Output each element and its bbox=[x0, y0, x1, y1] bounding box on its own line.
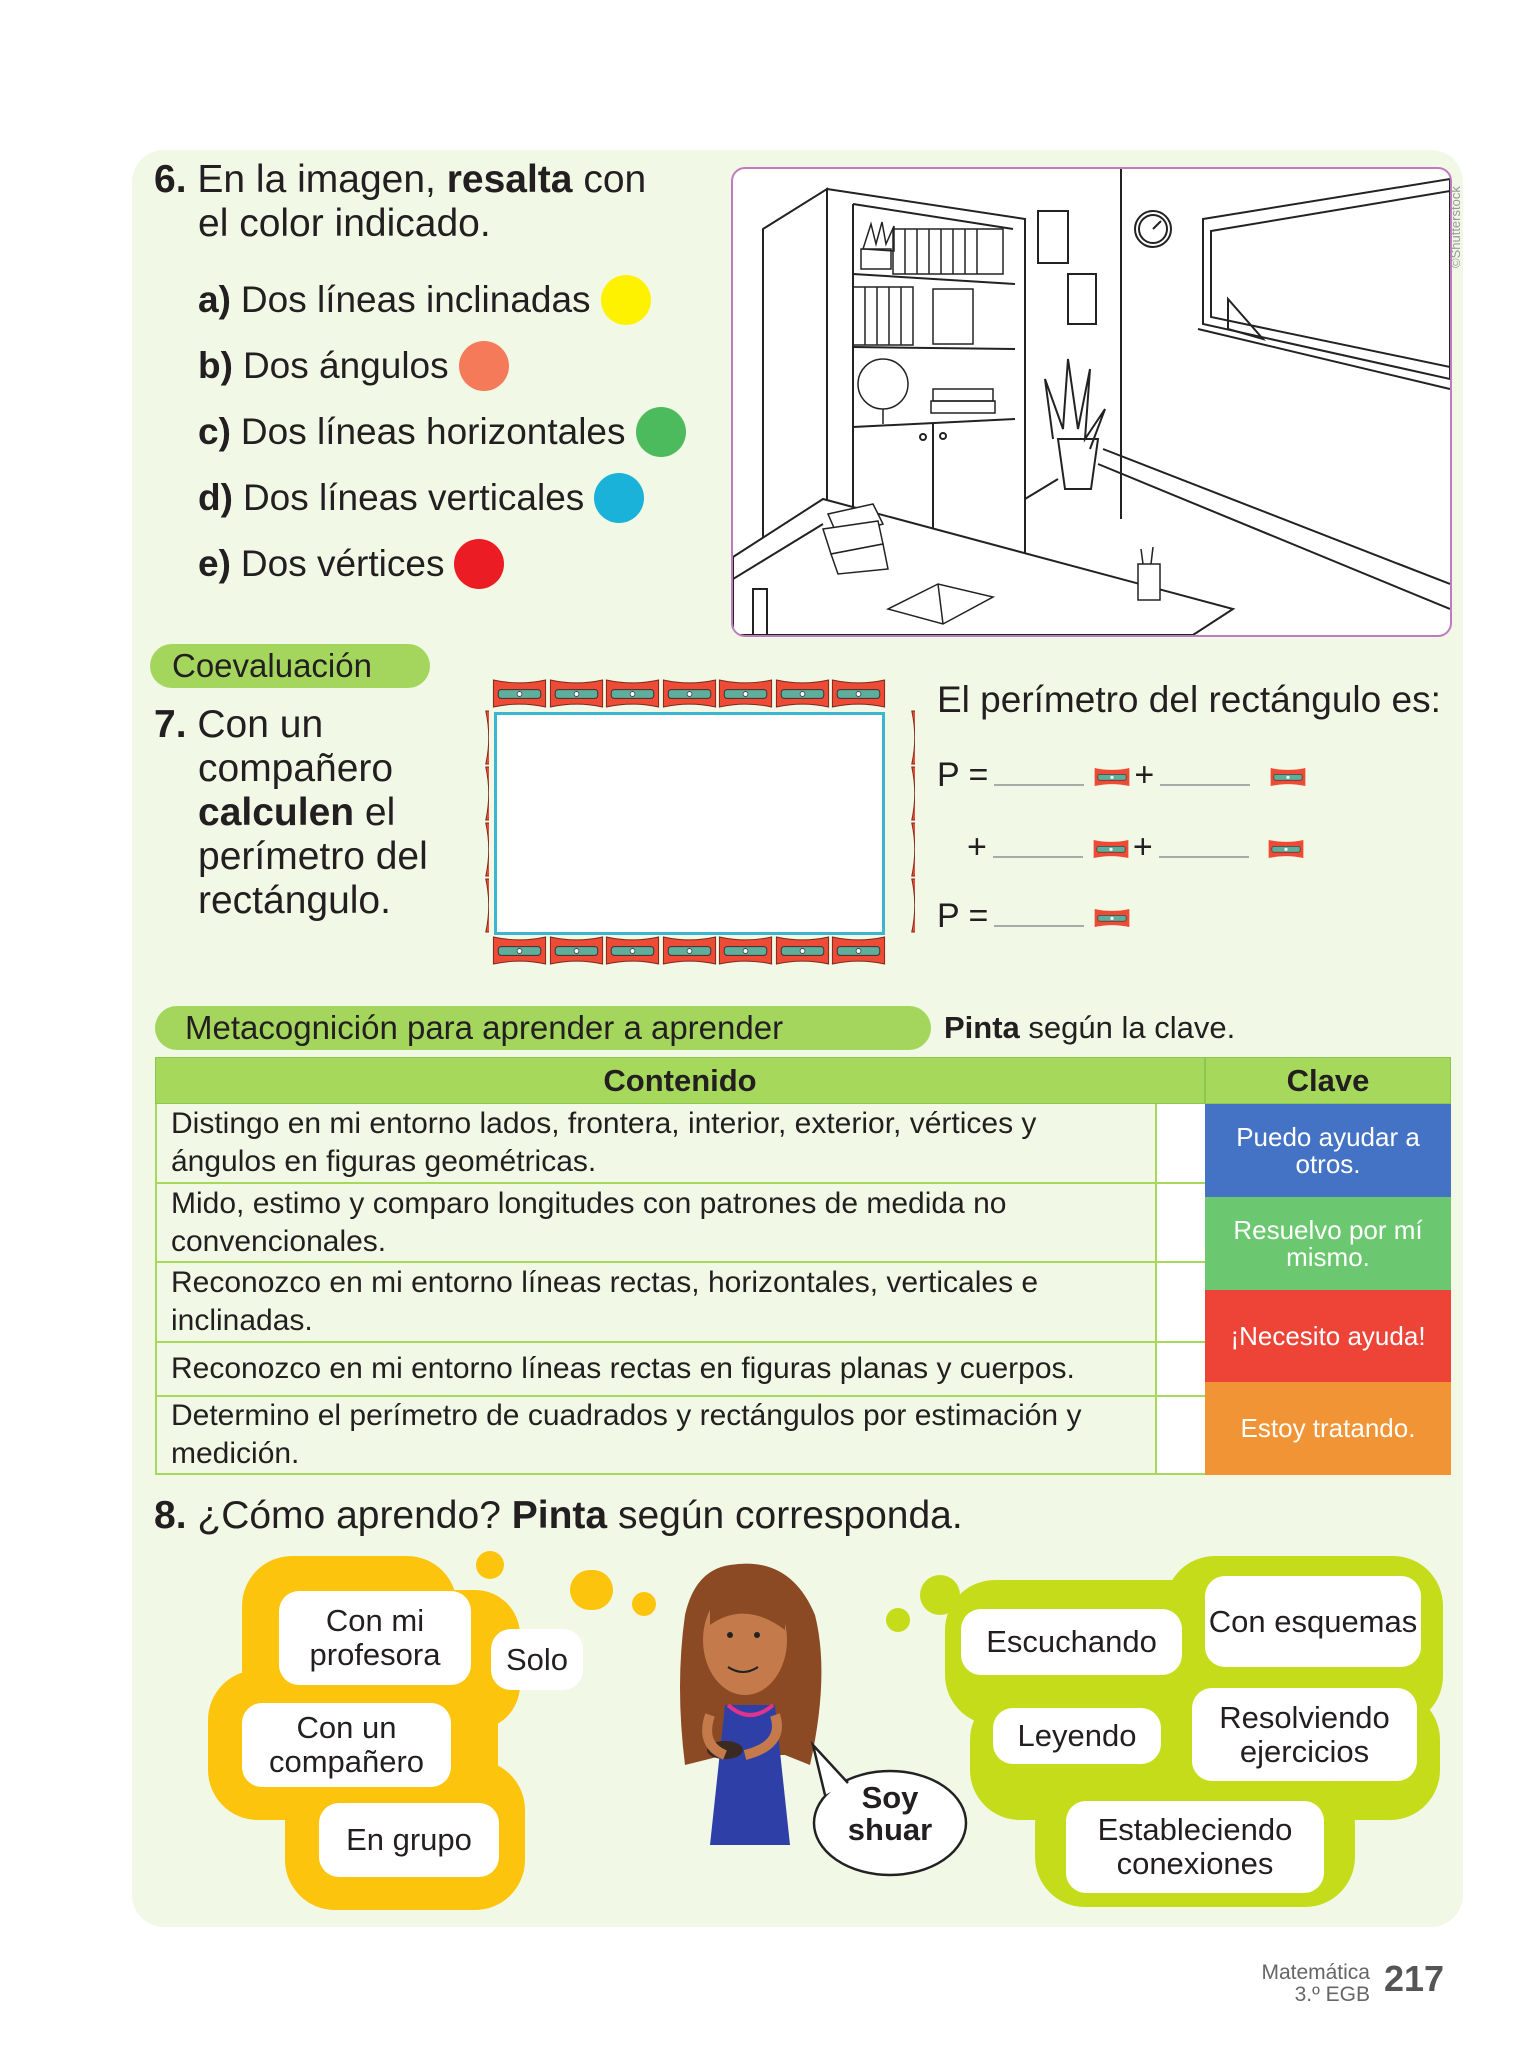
item-text: Dos líneas inclinadas bbox=[240, 279, 591, 320]
perimeter-line-2 bbox=[967, 827, 1308, 867]
metacognition-badge: Metacognición para aprender a aprender bbox=[155, 1006, 931, 1050]
option-resolviendo-ejercicios[interactable]: Resolviendo ejercicios bbox=[1192, 1688, 1417, 1781]
sharpener-icon bbox=[459, 822, 489, 882]
image-credit: ©Shutterstock bbox=[1448, 186, 1463, 268]
option-en-grupo[interactable]: En grupo bbox=[319, 1803, 499, 1877]
sharpener-icon bbox=[549, 679, 604, 713]
q6-text-post: con bbox=[583, 158, 647, 201]
color-dot-icon bbox=[459, 341, 509, 391]
thought-dot bbox=[632, 1592, 656, 1616]
sharpener-icon bbox=[662, 679, 717, 713]
option-escuchando[interactable]: Escuchando bbox=[961, 1609, 1182, 1675]
q8-title bbox=[154, 1494, 963, 1538]
header-clave: Clave bbox=[1205, 1057, 1451, 1104]
q6-item bbox=[198, 539, 504, 589]
item-text: Dos ángulos bbox=[242, 345, 449, 386]
q7-line: compañero bbox=[198, 747, 394, 790]
sharpener-icon bbox=[492, 679, 547, 713]
item-text: Dos vértices bbox=[240, 543, 445, 584]
sharpener-icon bbox=[1093, 838, 1129, 860]
q6-item bbox=[198, 473, 644, 523]
page-number: 217 bbox=[1384, 1958, 1445, 1999]
sharpener-icon bbox=[459, 710, 489, 770]
perimeter-line-3 bbox=[937, 896, 1134, 936]
plus-sign: + bbox=[1132, 828, 1153, 866]
rectangle-figure bbox=[494, 712, 885, 935]
sharpener-icon bbox=[885, 710, 915, 770]
q6-bold: resalta bbox=[446, 158, 573, 201]
q6-item bbox=[198, 407, 686, 457]
sharpener-icon bbox=[775, 936, 830, 970]
sharpener-icon bbox=[1268, 838, 1304, 860]
color-dot-icon bbox=[636, 407, 686, 457]
metacognition-table bbox=[155, 1057, 1451, 1475]
meta-instruction-text: según la clave. bbox=[1028, 1010, 1236, 1045]
paint-cell[interactable] bbox=[1155, 1184, 1205, 1263]
q7-bold: calculen bbox=[198, 791, 355, 834]
sharpener-icon bbox=[718, 679, 773, 713]
q6-item bbox=[198, 341, 509, 391]
paint-cell[interactable] bbox=[1155, 1343, 1205, 1397]
speech-text: Soy shuar bbox=[847, 1780, 933, 1847]
option-leyendo[interactable]: Leyendo bbox=[993, 1708, 1161, 1764]
q7-line: Con un bbox=[197, 703, 324, 746]
sharpener-icon bbox=[492, 936, 547, 970]
sharpener-icon bbox=[1270, 766, 1306, 788]
paint-cell[interactable] bbox=[1155, 1104, 1205, 1184]
sharpener-icon bbox=[459, 766, 489, 826]
q7-number: 7. bbox=[154, 703, 187, 746]
item-label: b) bbox=[198, 345, 233, 386]
answer-blank[interactable] bbox=[1159, 852, 1249, 858]
sharpener-icon bbox=[605, 679, 660, 713]
key-cell: Puedo ayudar a otros. bbox=[1205, 1104, 1451, 1197]
sharpener-icon bbox=[549, 936, 604, 970]
option-con-un-companero[interactable]: Con un compañero bbox=[242, 1703, 451, 1787]
sharpener-icon bbox=[1094, 766, 1130, 788]
sharpener-icon bbox=[718, 936, 773, 970]
answer-blank[interactable] bbox=[994, 780, 1084, 786]
table-row-content: Distingo en mi entorno lados, frontera, interior, exterior, vértices y ángulos en figuras geométricas. bbox=[155, 1104, 1155, 1184]
p-label: P = bbox=[937, 756, 989, 794]
answer-blank[interactable] bbox=[993, 852, 1083, 858]
thought-dot bbox=[886, 1608, 910, 1632]
answer-blank[interactable] bbox=[994, 921, 1084, 927]
table-row-content: Reconozco en mi entorno líneas rectas, horizontales, verticales e inclinadas. bbox=[155, 1263, 1155, 1343]
sharpener-icon bbox=[775, 679, 830, 713]
q8-text-post: según corresponda. bbox=[617, 1494, 963, 1537]
q6-title bbox=[154, 158, 646, 202]
q7-line: el bbox=[364, 791, 396, 834]
subject: Matemática bbox=[1261, 1961, 1370, 1984]
sharpener-icon bbox=[1094, 907, 1130, 929]
q6-item bbox=[198, 275, 651, 325]
grade: 3.º EGB bbox=[1294, 1983, 1370, 2006]
sharpener-icon bbox=[885, 766, 915, 826]
item-text: Dos líneas verticales bbox=[242, 477, 585, 518]
option-solo[interactable]: Solo bbox=[491, 1629, 583, 1690]
p-label: P = bbox=[937, 897, 989, 935]
coevaluacion-badge: Coevaluación bbox=[150, 644, 430, 688]
meta-instruction-bold: Pinta bbox=[944, 1010, 1020, 1045]
q7-line: perímetro del bbox=[198, 835, 428, 878]
sharpener-icon bbox=[605, 936, 660, 970]
q8-text: ¿Cómo aprendo? bbox=[197, 1494, 501, 1537]
item-label: d) bbox=[198, 477, 233, 518]
classroom-illustration bbox=[731, 167, 1452, 637]
q8-number: 8. bbox=[154, 1494, 187, 1537]
plus-sign: + bbox=[1134, 756, 1155, 794]
sharpener-icon bbox=[662, 936, 717, 970]
meta-instruction bbox=[944, 1006, 1235, 1050]
footer-subject bbox=[1180, 1962, 1370, 2006]
option-estableciendo-conexiones[interactable]: Estableciendo conexiones bbox=[1066, 1801, 1324, 1893]
color-dot-icon bbox=[454, 539, 504, 589]
q6-line2: el color indicado. bbox=[198, 202, 491, 245]
thought-dot bbox=[573, 1570, 613, 1610]
color-dot-icon bbox=[601, 275, 651, 325]
answer-blank[interactable] bbox=[1160, 780, 1250, 786]
item-label: c) bbox=[198, 411, 231, 452]
q6-text: En la imagen, bbox=[197, 158, 436, 201]
item-label: e) bbox=[198, 543, 231, 584]
key-cell: ¡Necesito ayuda! bbox=[1205, 1290, 1451, 1382]
sharpener-icon bbox=[831, 679, 886, 713]
option-con-esquemas[interactable]: Con esquemas bbox=[1205, 1576, 1421, 1667]
key-cell: Resuelvo por mí mismo. bbox=[1205, 1197, 1451, 1290]
paint-cell[interactable] bbox=[1155, 1397, 1205, 1475]
plus-sign: + bbox=[967, 828, 987, 866]
sharpener-icon bbox=[885, 822, 915, 882]
sharpener-icon bbox=[459, 878, 489, 938]
perimeter-line-1 bbox=[937, 755, 1310, 795]
table-row-content: Reconozco en mi entorno líneas rectas en figuras planas y cuerpos. bbox=[155, 1343, 1155, 1397]
item-text: Dos líneas horizontales bbox=[240, 411, 626, 452]
sharpener-icon bbox=[885, 878, 915, 938]
q8-bold: Pinta bbox=[511, 1494, 608, 1537]
table-row-content: Mido, estimo y comparo longitudes con patrones de medida no convencionales. bbox=[155, 1184, 1155, 1263]
option-con-mi-profesora[interactable]: Con mi profesora bbox=[279, 1591, 471, 1685]
sharpener-icon bbox=[831, 936, 886, 970]
paint-cell[interactable] bbox=[1155, 1263, 1205, 1343]
item-label: a) bbox=[198, 279, 231, 320]
q7-line: rectángulo. bbox=[198, 879, 391, 922]
table-row-content: Determino el perímetro de cuadrados y rectángulos por estimación y medición. bbox=[155, 1397, 1155, 1475]
header-contenido: Contenido bbox=[155, 1057, 1205, 1104]
color-dot-icon bbox=[594, 473, 644, 523]
q6-number: 6. bbox=[154, 158, 187, 201]
q7-text bbox=[154, 703, 428, 923]
perimeter-title: El perímetro del rectángulo es: bbox=[937, 679, 1441, 720]
key-cell: Estoy tratando. bbox=[1205, 1382, 1451, 1475]
